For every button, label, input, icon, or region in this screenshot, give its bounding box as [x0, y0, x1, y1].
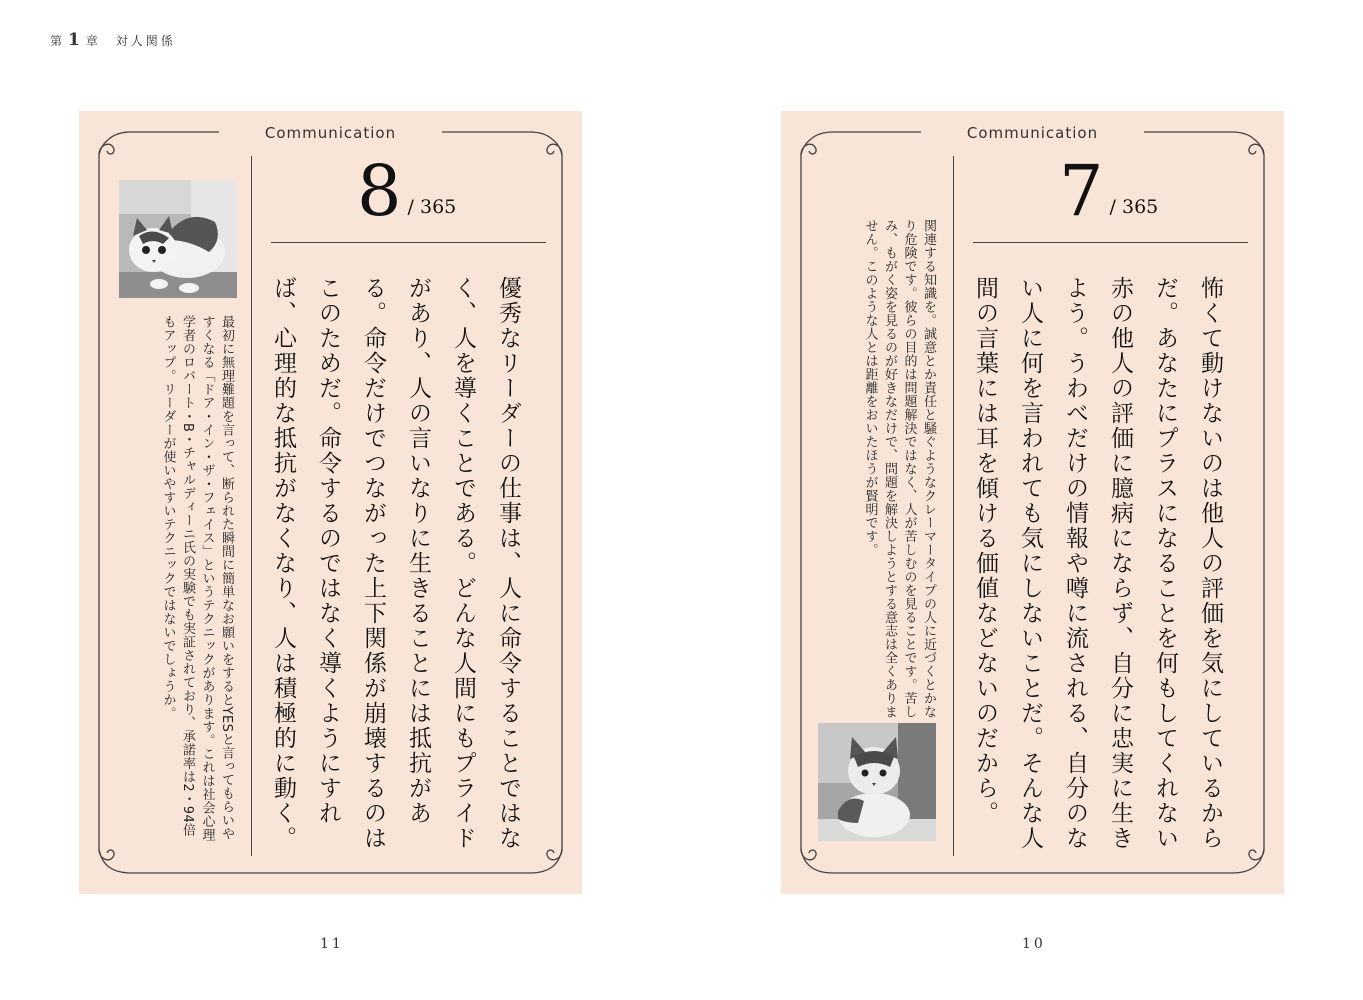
- right-page-card: [781, 111, 1284, 894]
- running-head: [50, 30, 176, 50]
- main-text: 優秀なリーダーの仕事は、人に命令することではなく、人を導くことである。どんな人間にもプライドがあり、人の言いなりに生きることには抵抗がある。命令だけでつながった上下関係が崩壊するのはこのためだ。命令するのではなく導くようにすれば、心理的な抵抗がなくなり、人は積極的に動く。: [270, 276, 521, 851]
- day-number: 8: [357, 150, 402, 232]
- cat-photo: [818, 723, 936, 841]
- page-number-right: 10: [1022, 936, 1046, 952]
- day-total: / 365: [407, 196, 457, 218]
- side-note: 関連する知識を。誠意とか責任と騒ぐようなクレーマータイプの人に近づくとかなり危険です。彼らの目的は問題解決ではなく、人が苦しむのを見ることです。苦しみ、もがく姿を見るのが好きなだけで、問題を解決しようとする意志は全くありません。このような人とは距離をおいたほうが賢明です。: [862, 219, 936, 719]
- page-number-left: 11: [320, 936, 344, 952]
- header-rule: [973, 242, 1248, 243]
- day-total: / 365: [1109, 196, 1159, 218]
- category-label: Communication: [966, 124, 1099, 142]
- chapter-suffix: 章: [85, 34, 101, 48]
- main-text: 怖くて動けないのは他人の評価を気にしているからだ。あなたにプラスになることを何もしてくれない赤の他人の評価に臆病にならず、自分に忠実に生きよう。うわべだけの情報や噂に流される、自分のない人に何を言われても気にしないことだ。そんな人間の言葉には耳を傾ける価値などないのだから。: [972, 276, 1223, 851]
- chapter-prefix: 第: [50, 34, 66, 48]
- left-page-card: [79, 111, 582, 894]
- header-rule: [271, 242, 546, 243]
- day-counter: [357, 151, 456, 231]
- chapter-number: 1: [68, 30, 83, 50]
- column-divider: [251, 156, 252, 856]
- day-number: 7: [1059, 150, 1104, 232]
- chapter-title: 対人関係: [115, 34, 176, 48]
- cat-photo: [119, 180, 237, 298]
- column-divider: [953, 156, 954, 856]
- side-note: 最初に無理難題を言って、断られた瞬間に簡単なお願いをするとYESと言ってもらいやすくなる「ドア・イン・ザ・フェイス」というテクニックがあります。これは社会心理学者のロバート・B・チャルディーニ氏の実験でも実証されており、承諾率は2・94倍もアップ。リーダーが使いやすいテクニックではないでしょうか。: [160, 315, 234, 842]
- day-counter: [1059, 151, 1158, 231]
- category-label: Communication: [264, 124, 397, 142]
